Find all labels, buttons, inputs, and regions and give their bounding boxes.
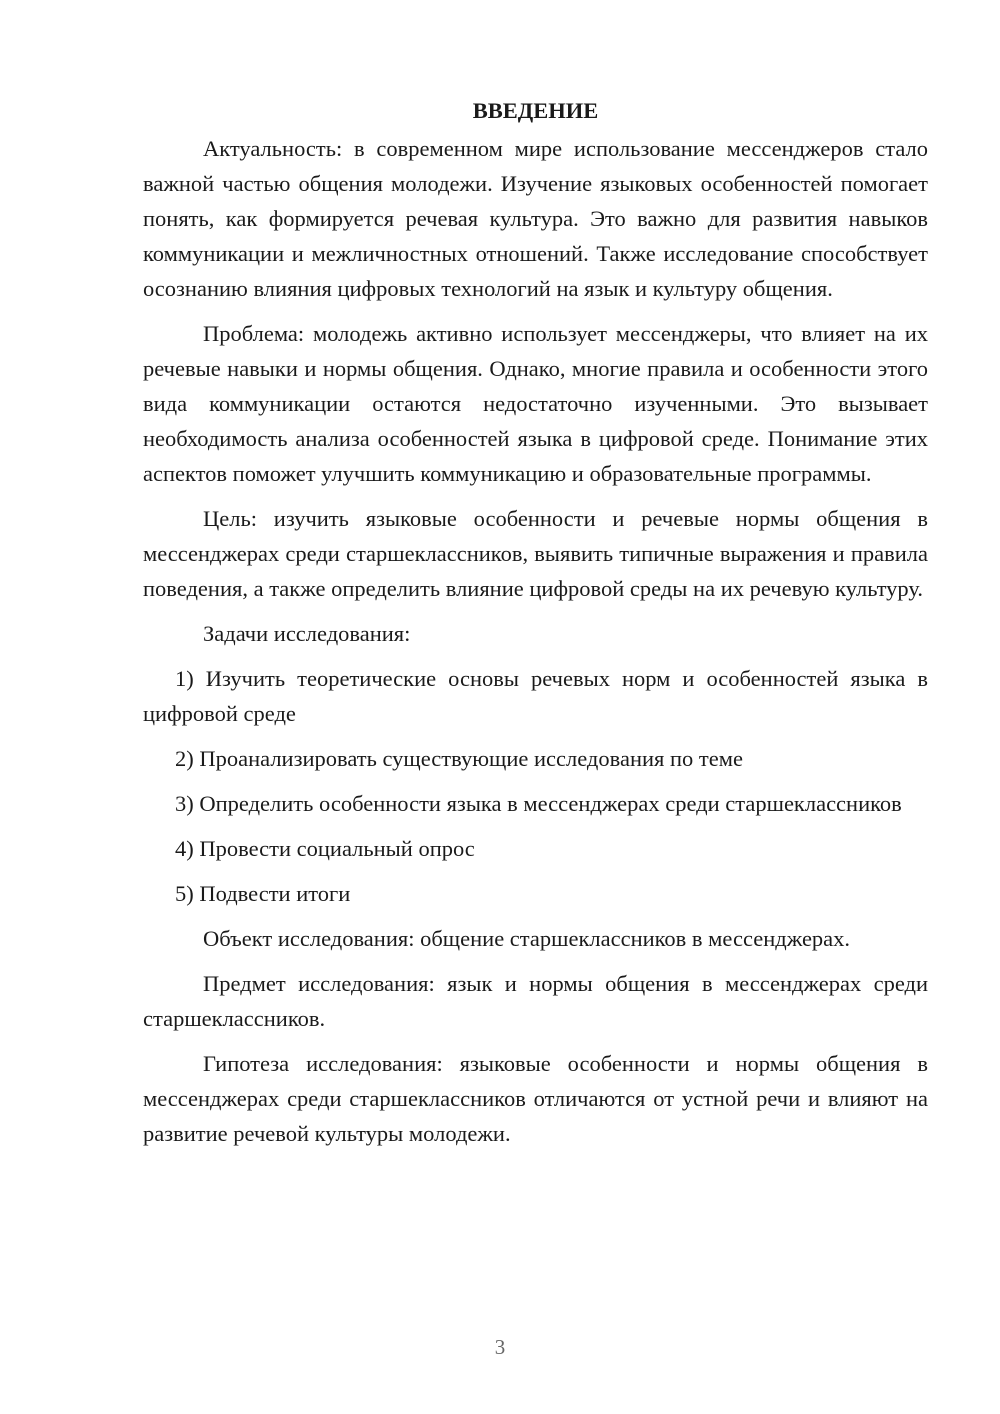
task-item-5: 5) Подвести итоги bbox=[175, 881, 351, 906]
paragraph-goal: Цель: изучить языковые особенности и речевые нормы общения в мессенджерах среди старшеклассников, выявить типичные выражения и правила поведения, а также определить влияние цифровой среды на их речевую культуру. bbox=[143, 506, 928, 601]
page-number: 3 bbox=[494, 1335, 506, 1359]
paragraph-problem: Проблема: молодежь активно использует мессенджеры, что влияет на их речевые навыки и нормы общения. Однако, многие правила и особенности этого вида коммуникации остаются недостаточно изученными. Это вызывает необходимость анализа особенностей языка в цифровой среде. Понимание этих аспектов поможет улучшить коммуникацию и образовательные программы. bbox=[143, 321, 928, 486]
paragraph-hypothesis: Гипотеза исследования: языковые особенности и нормы общения в мессенджерах среди старшеклассников отличаются от устной речи и влияют на развитие речевой культуры молодежи. bbox=[143, 1051, 928, 1146]
page-content bbox=[143, 92, 928, 1161]
task-item-3: 3) Определить особенности языка в мессенджерах среди старшеклассников bbox=[175, 791, 902, 816]
tasks-heading: Задачи исследования: bbox=[203, 621, 411, 646]
paragraph-object: Объект исследования: общение старшеклассников в мессенджерах. bbox=[203, 926, 851, 951]
task-item-1: 1) Изучить теоретические основы речевых норм и особенностей языка в цифровой среде bbox=[143, 666, 928, 726]
section-title: ВВЕДЕНИЕ bbox=[472, 98, 599, 123]
paragraph-relevance: Актуальность: в современном мире использование мессенджеров стало важной частью общения молодежи. Изучение языковых особенностей помогает понять, как формируется речевая культура. Это важно для развития навыков коммуникации и межличностных отношений. Также исследование способствует осознанию влияния цифровых технологий на язык и культуру общения. bbox=[143, 136, 928, 301]
task-item-4: 4) Провести социальный опрос bbox=[175, 836, 475, 861]
paragraph-subject: Предмет исследования: язык и нормы общения в мессенджерах среди старшеклассников. bbox=[143, 971, 928, 1031]
task-item-2: 2) Проанализировать существующие исследования по теме bbox=[175, 746, 743, 771]
